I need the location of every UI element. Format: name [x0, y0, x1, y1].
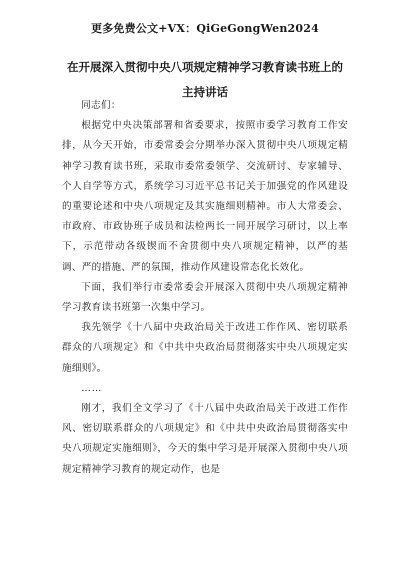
paragraph-4: 刚才，我们全文学习了《十八届中央政治局关于改进工作作风、密切联系群众的八项规定》和《中共中央政治局贯彻落实中央八项规定实施细则》，今天的集中学习是开展深入贯彻中央八项规定精神学习教育的规定动作，也是 [62, 403, 348, 475]
ellipsis: …… [81, 382, 103, 394]
page-header: 更多免费公文+VX：QiGeGongWen2024 [91, 22, 319, 35]
document-title: 在开展深入贯彻中央八项规定精神学习教育读书班上的主持讲话 [67, 60, 343, 99]
document-body [62, 96, 348, 480]
paragraph-2: 下面，我们举行市委常委会开展深入贯彻中央八项规定精神学习教育读书班第一次集中学习。 [62, 281, 348, 314]
paragraph-1: 根据党中央决策部署和省委要求，按照市委学习教育工作安排，从今天开始，市委常委会分期举办深入贯彻中央八项规定精神学习教育读书班，采取市委常委领学、交流研讨、专家辅导、个人自学等方式，系统学习习近平总书记关于加强党的作风建设的重要论述和中央八项规定及其实施细则精神。市人大常委会、市政府、市政协班子成员和法检两长一同开展学习研讨，以上率下，示范带动各级锲而不舍贯彻中央八项规定精神，以严的基调、严的措施、严的氛围，推动作风建设常态化长效化。 [62, 120, 348, 273]
paragraph-3: 我先领学《十八届中央政治局关于改进工作作风、密切联系群众的八项规定》和《中共中央政治局贯彻落实中央八项规定实施细则》。 [62, 322, 348, 374]
salutation: 同志们： [81, 100, 121, 111]
